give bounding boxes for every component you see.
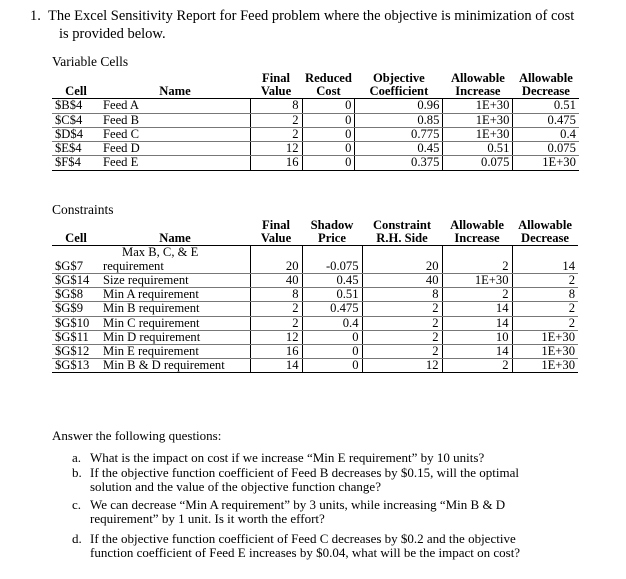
ct-header-top: Final <box>262 218 290 232</box>
vc-final: 2 <box>250 127 302 141</box>
table-row <box>52 344 578 358</box>
ct-cell: $G$14 <box>52 273 100 287</box>
answer-line: solution and the value of the objective function change? <box>90 479 381 495</box>
ct-final: 20 <box>250 260 302 274</box>
answer-letter: b. <box>72 465 82 480</box>
vc-header-coef: Coefficient <box>355 85 443 99</box>
vc-name: Feed D <box>100 142 250 156</box>
vc-cell: $E$4 <box>52 142 100 156</box>
ct-inc: 14 <box>442 302 512 316</box>
vc-final: 8 <box>250 99 302 113</box>
ct-header-top: Shadow <box>310 218 354 232</box>
vc-cell: $C$4 <box>52 113 100 127</box>
ct-final: 12 <box>250 330 302 344</box>
variable-cells-table <box>52 72 579 171</box>
vc-header-top: Objective <box>373 71 425 85</box>
ct-shadow: 0.4 <box>302 316 362 330</box>
ct-shadow: -0.075 <box>302 260 362 274</box>
table-row <box>52 260 578 274</box>
ct-final: 2 <box>250 316 302 330</box>
vc-dec: 0.51 <box>513 99 579 113</box>
ct-dec: 2 <box>512 273 578 287</box>
answer-line: function coefficient of Feed E increases by $0.04, what will be the impact on cost? <box>90 545 521 561</box>
ct-header-top: Allowable <box>450 218 504 232</box>
vc-reduced: 0 <box>302 99 355 113</box>
table-row <box>52 127 579 141</box>
vc-inc: 1E+30 <box>443 127 513 141</box>
answer-line: requirement” by 1 unit. Is it worth the effort? <box>90 511 325 527</box>
vc-reduced: 0 <box>302 127 355 141</box>
vc-final: 16 <box>250 156 302 170</box>
vc-name: Feed B <box>100 113 250 127</box>
ct-header-cell: Cell <box>52 232 100 246</box>
vc-name: Feed A <box>100 99 250 113</box>
table-row <box>52 302 578 316</box>
vc-dec: 0.475 <box>513 113 579 127</box>
ct-cell: $G$10 <box>52 316 100 330</box>
constraints-table <box>52 219 578 373</box>
question-text-line2: is provided below. <box>59 26 166 42</box>
ct-name: Min B requirement <box>100 302 250 316</box>
table-row <box>52 142 579 156</box>
vc-cell: $B$4 <box>52 99 100 113</box>
ct-final: 8 <box>250 288 302 302</box>
ct-shadow: 0 <box>302 344 362 358</box>
vc-coef: 0.775 <box>355 127 443 141</box>
ct-dec: 1E+30 <box>512 359 578 373</box>
answer-item-a <box>72 451 484 465</box>
ct-name: requirement <box>100 260 250 274</box>
constraints-title: Constraints <box>52 202 114 217</box>
ct-inc: 2 <box>442 260 512 274</box>
ct-dec: 8 <box>512 288 578 302</box>
vc-inc: 0.51 <box>443 142 513 156</box>
vc-dec: 0.075 <box>513 142 579 156</box>
vc-dec: 0.4 <box>513 127 579 141</box>
ct-rhs: 2 <box>362 344 442 358</box>
answer-item-d <box>72 532 520 560</box>
table-row <box>52 316 578 330</box>
ct-name: Size requirement <box>100 273 250 287</box>
ct-header-value: Value <box>250 232 302 246</box>
ct-cell: $G$7 <box>52 260 100 274</box>
ct-cell: $G$12 <box>52 344 100 358</box>
vc-name: Feed E <box>100 156 250 170</box>
ct-dec: 1E+30 <box>512 330 578 344</box>
ct-inc: 14 <box>442 316 512 330</box>
ct-shadow: 0 <box>302 359 362 373</box>
vc-header-top: Allowable <box>518 71 573 85</box>
ct-header-top: Constraint <box>372 218 432 232</box>
ct-name: Min C requirement <box>100 316 250 330</box>
ct-cell: $G$13 <box>52 359 100 373</box>
ct-final: 14 <box>250 359 302 373</box>
vc-coef: 0.375 <box>355 156 443 170</box>
table-row <box>52 330 578 344</box>
answer-line: If the objective function coefficient of Feed B decreases by $0.15, will the optimal <box>90 465 519 480</box>
ct-final: 2 <box>250 302 302 316</box>
table-row <box>52 273 578 287</box>
vc-reduced: 0 <box>302 156 355 170</box>
vc-header-top: Final <box>262 71 290 85</box>
answer-letter: c. <box>72 497 82 512</box>
vc-inc: 0.075 <box>443 156 513 170</box>
table-row <box>52 288 578 302</box>
ct-dec: 2 <box>512 302 578 316</box>
ct-rhs: 40 <box>362 273 442 287</box>
answer-letter: d. <box>72 531 82 546</box>
ct-header-top: Allowable <box>518 218 572 232</box>
vc-inc: 1E+30 <box>443 99 513 113</box>
ct-rhs: 12 <box>362 359 442 373</box>
ct-header-name: Name <box>100 232 250 246</box>
answers-intro: Answer the following questions: <box>52 428 222 443</box>
answer-letter: a. <box>72 450 82 465</box>
ct-inc: 2 <box>442 288 512 302</box>
ct-dec: 1E+30 <box>512 344 578 358</box>
vc-reduced: 0 <box>302 142 355 156</box>
ct-name-line1: Max B, C, & E <box>100 246 250 260</box>
vc-cell: $F$4 <box>52 156 100 170</box>
vc-header-increase: Increase <box>443 85 513 99</box>
ct-name: Min D requirement <box>100 330 250 344</box>
ct-rhs: 20 <box>362 260 442 274</box>
ct-name: Min A requirement <box>100 288 250 302</box>
answer-line: What is the impact on cost if we increase “Min E requirement” by 10 units? <box>90 450 485 465</box>
answer-line: If the objective function coefficient of Feed C decreases by $0.2 and the objective <box>90 531 516 546</box>
question-text-line1: The Excel Sensitivity Report for Feed problem where the objective is minimization of cost <box>48 8 575 24</box>
vc-coef: 0.85 <box>355 113 443 127</box>
table-row <box>52 359 578 373</box>
vc-coef: 0.45 <box>355 142 443 156</box>
vc-inc: 1E+30 <box>443 113 513 127</box>
answer-item-b <box>72 466 519 494</box>
vc-header-top: Reduced <box>305 71 352 85</box>
ct-header-decrease: Decrease <box>512 232 578 246</box>
vc-header-top: Allowable <box>450 71 505 85</box>
ct-cell: $G$8 <box>52 288 100 302</box>
table-row <box>52 113 579 127</box>
answer-line: We can decrease “Min A requirement” by 3 units, while increasing “Min B & D <box>90 497 506 512</box>
vc-final: 2 <box>250 113 302 127</box>
ct-inc: 14 <box>442 344 512 358</box>
ct-header-rhs: R.H. Side <box>362 232 442 246</box>
ct-inc: 10 <box>442 330 512 344</box>
table-row <box>52 99 579 113</box>
ct-name: Min E requirement <box>100 344 250 358</box>
ct-dec: 2 <box>512 316 578 330</box>
ct-dec: 14 <box>512 260 578 274</box>
variable-cells-title: Variable Cells <box>52 54 129 69</box>
ct-shadow: 0.475 <box>302 302 362 316</box>
ct-rhs: 2 <box>362 330 442 344</box>
table-row-continued <box>52 246 578 260</box>
ct-rhs: 2 <box>362 302 442 316</box>
vc-name: Feed C <box>100 127 250 141</box>
ct-shadow: 0 <box>302 330 362 344</box>
vc-reduced: 0 <box>302 113 355 127</box>
answer-item-c <box>72 498 505 526</box>
vc-coef: 0.96 <box>355 99 443 113</box>
vc-cell: $D$4 <box>52 127 100 141</box>
vc-header-cost: Cost <box>302 85 355 99</box>
ct-header-increase: Increase <box>442 232 512 246</box>
vc-header-cell: Cell <box>52 85 100 99</box>
vc-header-value: Value <box>250 85 302 99</box>
table-row <box>52 156 579 170</box>
ct-rhs: 2 <box>362 316 442 330</box>
vc-dec: 1E+30 <box>513 156 579 170</box>
ct-shadow: 0.45 <box>302 273 362 287</box>
vc-final: 12 <box>250 142 302 156</box>
ct-shadow: 0.51 <box>302 288 362 302</box>
ct-header-price: Price <box>302 232 362 246</box>
ct-final: 16 <box>250 344 302 358</box>
question-number: 1. <box>30 8 41 24</box>
ct-name: Min B & D requirement <box>100 359 250 373</box>
vc-header-name: Name <box>100 85 250 99</box>
ct-rhs: 8 <box>362 288 442 302</box>
ct-cell: $G$9 <box>52 302 100 316</box>
ct-inc: 1E+30 <box>442 273 512 287</box>
ct-final: 40 <box>250 273 302 287</box>
ct-cell: $G$11 <box>52 330 100 344</box>
ct-inc: 2 <box>442 359 512 373</box>
vc-header-decrease: Decrease <box>513 85 579 99</box>
